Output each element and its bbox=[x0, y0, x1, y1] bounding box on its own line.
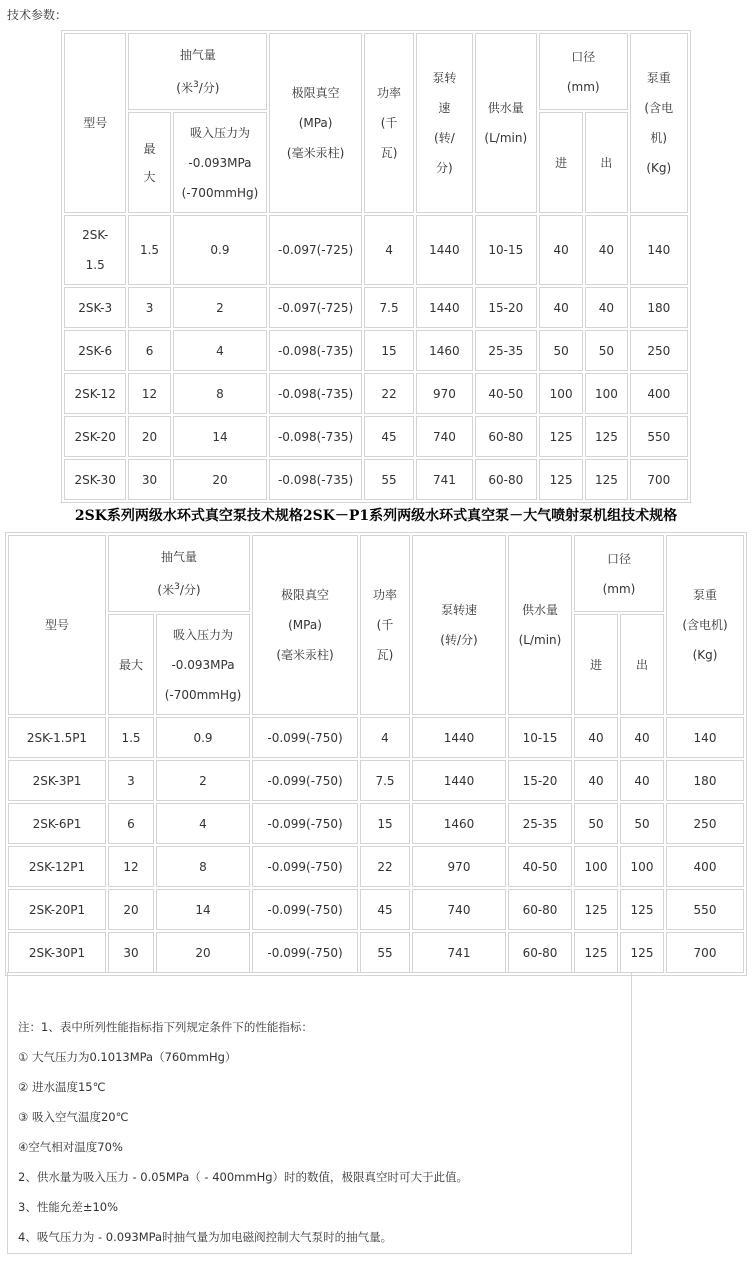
model-cell: 2SK-3P1 bbox=[8, 760, 106, 801]
table-cell: 50 bbox=[539, 330, 583, 371]
table-cell: 20 bbox=[156, 932, 250, 973]
table-cell: 740 bbox=[416, 416, 472, 457]
table-row bbox=[8, 932, 744, 973]
header-pumping-unit: (米$^3$/分) bbox=[157, 582, 201, 597]
table-cell: -0.097(-725) bbox=[269, 215, 362, 285]
header-power: 功率 (千 瓦) bbox=[364, 33, 414, 213]
header-max: 最大 bbox=[108, 614, 154, 715]
table-cell: 8 bbox=[173, 373, 268, 414]
table-cell: 250 bbox=[630, 330, 688, 371]
table-cell: 50 bbox=[574, 803, 618, 844]
table-cell: 15-20 bbox=[475, 287, 537, 328]
table-cell: -0.099(-750) bbox=[252, 932, 358, 973]
table-cell: 741 bbox=[412, 932, 506, 973]
table-cell: 14 bbox=[173, 416, 268, 457]
table-row bbox=[64, 373, 688, 414]
table-cell: 20 bbox=[108, 889, 154, 930]
table-cell: 60-80 bbox=[508, 889, 572, 930]
table-cell: 125 bbox=[574, 889, 618, 930]
table-cell: 30 bbox=[108, 932, 154, 973]
model-cell: 2SK-30P1 bbox=[8, 932, 106, 973]
table-cell: 14 bbox=[156, 889, 250, 930]
table-cell: 40 bbox=[620, 717, 664, 758]
note-line: 3、性能允差±10% bbox=[18, 1200, 119, 1214]
table-cell: -0.099(-750) bbox=[252, 717, 358, 758]
header-power: 功率 (千 瓦) bbox=[360, 535, 410, 715]
table-cell: 700 bbox=[666, 932, 744, 973]
header-water: 供水量 (L/min) bbox=[508, 535, 572, 715]
model-cell: 2SK-12P1 bbox=[8, 846, 106, 887]
section-heading: 2SK系列两级水环式真空泵技术规格2SK－P1系列两级水环式真空泵－大气喷射泵机组技术规格 bbox=[74, 508, 678, 524]
table-cell: 700 bbox=[630, 459, 688, 500]
table-cell: 10-15 bbox=[475, 215, 537, 285]
table-cell: 125 bbox=[620, 889, 664, 930]
table-cell: 4 bbox=[360, 717, 410, 758]
table-cell: -0.099(-750) bbox=[252, 846, 358, 887]
header-speed: 泵转速 (转/分) bbox=[412, 535, 506, 715]
model-cell: 2SK- 1.5 bbox=[64, 215, 126, 285]
header-pumping bbox=[108, 535, 250, 612]
model-cell: 2SK-20 bbox=[64, 416, 126, 457]
header-outlet: 出 bbox=[585, 112, 627, 213]
table-cell: 100 bbox=[539, 373, 583, 414]
table-cell: 25-35 bbox=[508, 803, 572, 844]
table-cell: 20 bbox=[128, 416, 170, 457]
table-cell: 125 bbox=[620, 932, 664, 973]
table-cell: 0.9 bbox=[156, 717, 250, 758]
table-row bbox=[64, 215, 688, 285]
table-row bbox=[8, 760, 744, 801]
header-model: 型号 bbox=[64, 33, 126, 213]
table-cell: 180 bbox=[666, 760, 744, 801]
table-row bbox=[8, 803, 744, 844]
header-max: 最大 bbox=[128, 112, 170, 213]
header-pumping bbox=[128, 33, 267, 110]
header-weight: 泵重 (含电 机) (Kg) bbox=[630, 33, 688, 213]
table-cell: 400 bbox=[630, 373, 688, 414]
header-inlet: 进 bbox=[539, 112, 583, 213]
table-cell: 125 bbox=[539, 459, 583, 500]
table-row bbox=[64, 459, 688, 500]
table-cell: 20 bbox=[173, 459, 268, 500]
table-cell: 40 bbox=[539, 287, 583, 328]
header-caliber: 口径 (mm) bbox=[539, 33, 628, 110]
note-line: 注：1、表中所列性能指标指下列规定条件下的性能指标： bbox=[18, 1020, 313, 1034]
table-cell: 1440 bbox=[416, 215, 472, 285]
table-row bbox=[64, 287, 688, 328]
table-cell: 125 bbox=[585, 416, 627, 457]
table-cell: 7.5 bbox=[360, 760, 410, 801]
spec-table-2sk-p1 bbox=[5, 532, 747, 976]
header-weight: 泵重 (含电机) (Kg) bbox=[666, 535, 744, 715]
table-cell: 60-80 bbox=[475, 416, 537, 457]
table-cell: 1440 bbox=[412, 760, 506, 801]
note-line: 4、吸气压力为 - 0.093MPa时抽气量为加电磁阀控制大气泵时的抽气量。 bbox=[18, 1230, 393, 1244]
header-caliber: 口径 (mm) bbox=[574, 535, 664, 612]
table-cell: 50 bbox=[620, 803, 664, 844]
note-line: ③ 吸入空气温度20℃ bbox=[18, 1110, 129, 1124]
model-cell: 2SK-6 bbox=[64, 330, 126, 371]
table-cell: 1460 bbox=[412, 803, 506, 844]
table-cell: 40-50 bbox=[508, 846, 572, 887]
table-cell: 100 bbox=[574, 846, 618, 887]
table-cell: 25-35 bbox=[475, 330, 537, 371]
header-vacuum: 极限真空 (MPa) (毫米汞柱) bbox=[269, 33, 362, 213]
table-cell: 15-20 bbox=[508, 760, 572, 801]
table-row bbox=[8, 717, 744, 758]
model-cell: 2SK-1.5P1 bbox=[8, 717, 106, 758]
spec-table-2sk bbox=[61, 30, 691, 503]
model-cell: 2SK-3 bbox=[64, 287, 126, 328]
table-cell: 55 bbox=[364, 459, 414, 500]
table-cell: 30 bbox=[128, 459, 170, 500]
table-cell: 4 bbox=[364, 215, 414, 285]
table-cell: 125 bbox=[585, 459, 627, 500]
table-row bbox=[64, 416, 688, 457]
table-cell: 50 bbox=[585, 330, 627, 371]
table-cell: 100 bbox=[620, 846, 664, 887]
table-cell: 125 bbox=[539, 416, 583, 457]
table-cell: 970 bbox=[412, 846, 506, 887]
table-cell: 250 bbox=[666, 803, 744, 844]
header-water: 供水量 (L/min) bbox=[475, 33, 537, 213]
table-cell: 40 bbox=[574, 760, 618, 801]
table-cell: 22 bbox=[364, 373, 414, 414]
table-cell: 125 bbox=[574, 932, 618, 973]
header-inlet-pressure: 吸入压力为 -0.093MPa (-700mmHg) bbox=[173, 112, 268, 213]
header-speed: 泵转 速 (转/ 分) bbox=[416, 33, 472, 213]
table-cell: -0.098(-735) bbox=[269, 459, 362, 500]
table-cell: 15 bbox=[360, 803, 410, 844]
table-cell: 1460 bbox=[416, 330, 472, 371]
table-row bbox=[8, 889, 744, 930]
header-inlet: 进 bbox=[574, 614, 618, 715]
table-cell: 180 bbox=[630, 287, 688, 328]
table-cell: -0.098(-735) bbox=[269, 416, 362, 457]
page-title: 技术参数： bbox=[7, 8, 68, 22]
table-cell: 400 bbox=[666, 846, 744, 887]
table-cell: 22 bbox=[360, 846, 410, 887]
table-cell: 60-80 bbox=[508, 932, 572, 973]
header-inlet-pressure: 吸入压力为 -0.093MPa (-700mmHg) bbox=[156, 614, 250, 715]
table-cell: -0.098(-735) bbox=[269, 330, 362, 371]
table-cell: 1440 bbox=[416, 287, 472, 328]
table-cell: 550 bbox=[666, 889, 744, 930]
table-cell: 1.5 bbox=[108, 717, 154, 758]
model-cell: 2SK-30 bbox=[64, 459, 126, 500]
table-cell: 40 bbox=[585, 287, 627, 328]
table-cell: 4 bbox=[156, 803, 250, 844]
table-cell: 12 bbox=[108, 846, 154, 887]
note-line: ④空气相对温度70% bbox=[18, 1140, 123, 1154]
table-cell: 0.9 bbox=[173, 215, 268, 285]
table-cell: 7.5 bbox=[364, 287, 414, 328]
table-cell: 741 bbox=[416, 459, 472, 500]
table-cell: 740 bbox=[412, 889, 506, 930]
model-cell: 2SK-20P1 bbox=[8, 889, 106, 930]
header-vacuum: 极限真空 (MPa) (毫米汞柱) bbox=[252, 535, 358, 715]
table-cell: 1.5 bbox=[128, 215, 170, 285]
header-pumping-label: 抽气量 bbox=[160, 550, 197, 564]
header-pumping-label: 抽气量 bbox=[179, 48, 216, 62]
table-cell: 100 bbox=[585, 373, 627, 414]
model-cell: 2SK-12 bbox=[64, 373, 126, 414]
header-outlet: 出 bbox=[620, 614, 664, 715]
table-cell: 6 bbox=[128, 330, 170, 371]
header-model: 型号 bbox=[8, 535, 106, 715]
table-cell: 140 bbox=[630, 215, 688, 285]
notes-box bbox=[7, 972, 632, 1254]
table-cell: 6 bbox=[108, 803, 154, 844]
table-cell: 40 bbox=[585, 215, 627, 285]
table-cell: 45 bbox=[360, 889, 410, 930]
table-cell: 12 bbox=[128, 373, 170, 414]
table-cell: 1440 bbox=[412, 717, 506, 758]
table-row bbox=[8, 846, 744, 887]
table-cell: 15 bbox=[364, 330, 414, 371]
table-cell: 10-15 bbox=[508, 717, 572, 758]
table-cell: -0.098(-735) bbox=[269, 373, 362, 414]
table-cell: -0.099(-750) bbox=[252, 889, 358, 930]
header-pumping-unit: (米$^3$/分) bbox=[176, 80, 220, 95]
table-cell: 40-50 bbox=[475, 373, 537, 414]
table-cell: 970 bbox=[416, 373, 472, 414]
table-cell: 3 bbox=[108, 760, 154, 801]
note-line: 2、供水量为吸入压力 - 0.05MPa（ - 400mmHg）时的数值，极限真空时可大于此值。 bbox=[18, 1170, 469, 1184]
table-cell: 40 bbox=[620, 760, 664, 801]
table-row bbox=[64, 330, 688, 371]
table-cell: 40 bbox=[539, 215, 583, 285]
table-cell: 55 bbox=[360, 932, 410, 973]
table-cell: 550 bbox=[630, 416, 688, 457]
table-cell: 45 bbox=[364, 416, 414, 457]
table-cell: -0.099(-750) bbox=[252, 760, 358, 801]
table-cell: 40 bbox=[574, 717, 618, 758]
table-cell: 4 bbox=[173, 330, 268, 371]
note-line: ① 大气压力为0.1013MPa（760mmHg） bbox=[18, 1050, 237, 1064]
model-cell: 2SK-6P1 bbox=[8, 803, 106, 844]
table-cell: 3 bbox=[128, 287, 170, 328]
table-cell: 60-80 bbox=[475, 459, 537, 500]
table-cell: 140 bbox=[666, 717, 744, 758]
table-cell: 2 bbox=[173, 287, 268, 328]
table-cell: -0.099(-750) bbox=[252, 803, 358, 844]
table-cell: -0.097(-725) bbox=[269, 287, 362, 328]
table-cell: 8 bbox=[156, 846, 250, 887]
table-cell: 2 bbox=[156, 760, 250, 801]
note-line: ② 进水温度15℃ bbox=[18, 1080, 106, 1094]
